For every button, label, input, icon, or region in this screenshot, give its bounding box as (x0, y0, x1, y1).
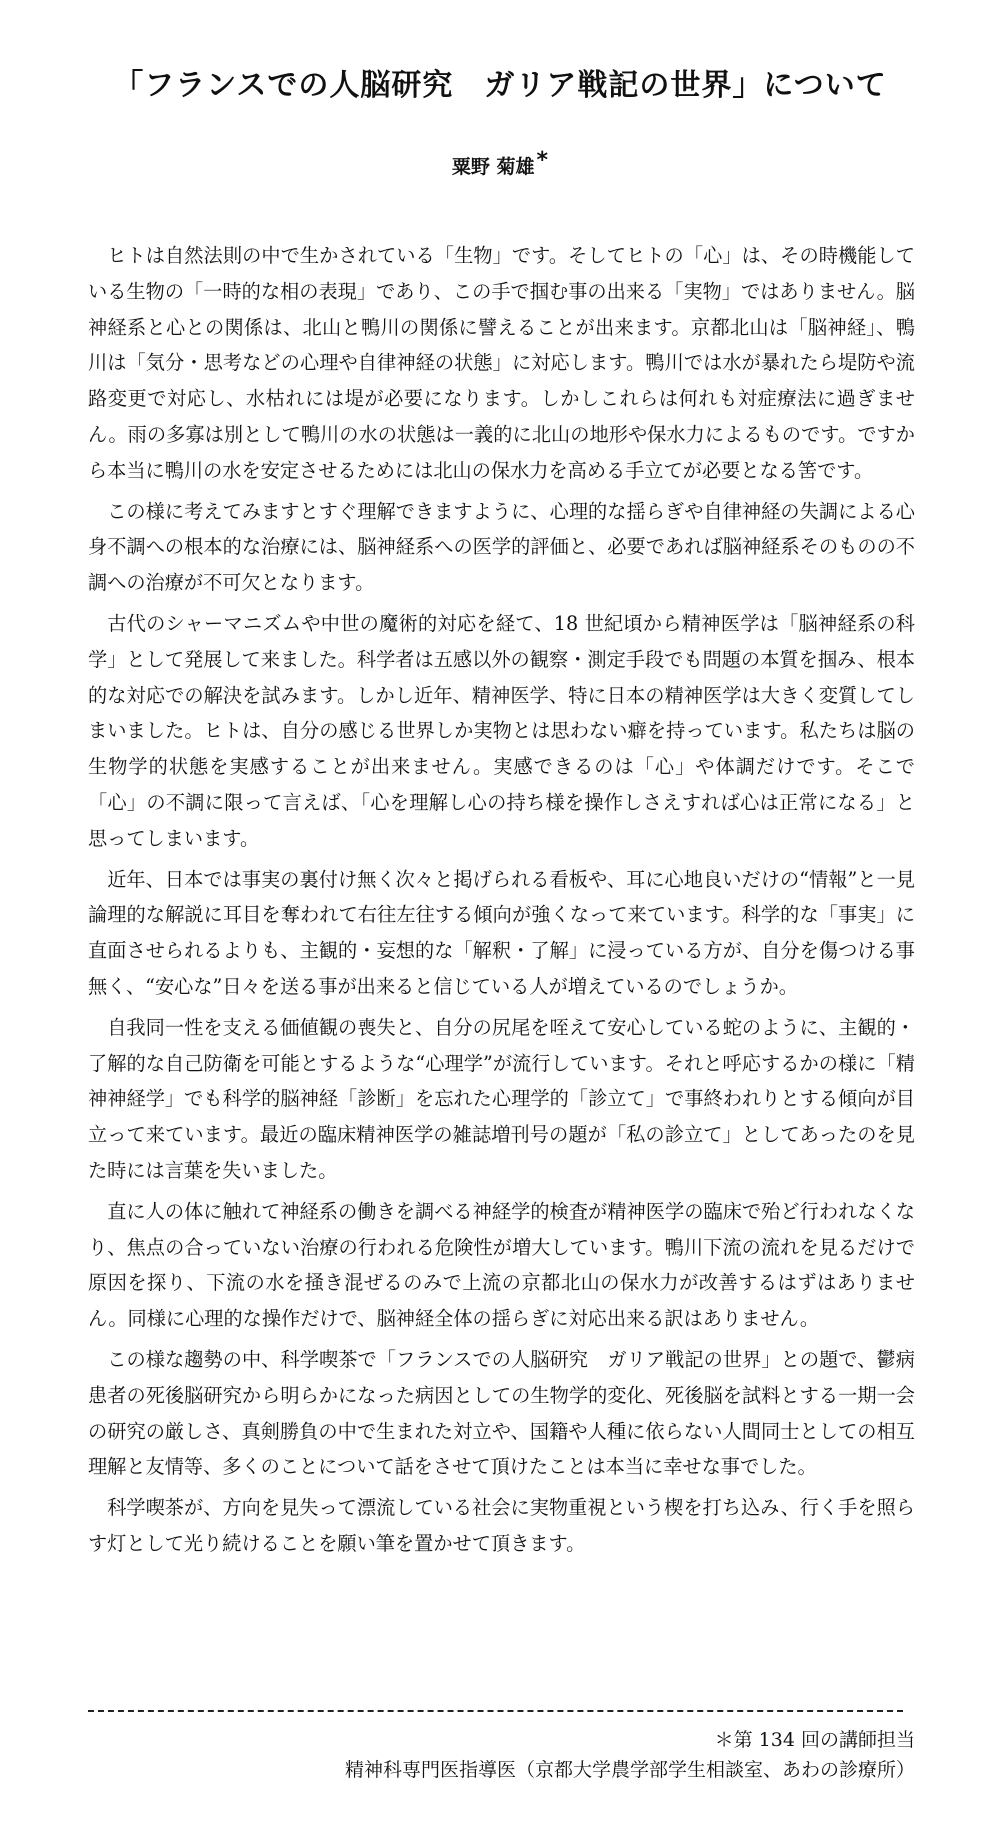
paragraph: 自我同一性を支える価値観の喪失と、自分の尻尾を咥えて安心している蛇のように、主観的・了解的な自己防衛を可能とするような“心理学”が流行しています。それと呼応するかの様に「精神神経学」でも科学的脳神経「診断」を忘れた心理学的「診立て」で事終われりとする傾向が目立って来ています。最近の臨床精神医学の雑誌増刊号の題が「私の診立て」としてあったのを見た時には言葉を失いました。 (88, 1015, 915, 1182)
paragraph: この様に考えてみますとすぐ理解できますように、心理的な揺らぎや自律神経の失調による心身不調への根本的な治療には、脳神経系への医学的評価と、必要であれば脳神経系そのものの不調への治療が不可欠となります。 (88, 499, 915, 595)
paragraph: この様な趨勢の中、科学喫茶で「フランスでの人脳研究 ガリア戦記の世界」との題で、鬱病患者の死後脳研究から明らかになった病因としての生物学的変化、死後脳を試料とする一期一会の研究の厳しさ、真剣勝負の中で生まれた対立や、国籍や人種に依らない人間同士としての相互理解と友情等、多くのことについて話をさせて頂けたことは本当に幸せな事でした。 (88, 1347, 915, 1479)
author-footnote-mark: * (536, 148, 549, 173)
footnote-affiliation: 精神科専門医指導医（京都大学農学部学生相談室、あわの診療所） (344, 1759, 915, 1781)
footnote (345, 1725, 915, 1785)
footnote-divider (88, 1710, 903, 1712)
paragraph: 科学喫茶が、方向を見失って漂流している社会に実物重視という楔を打ち込み、行く手を照らす灯として光り続けることを願い筆を置かせて頂きます。 (88, 1496, 915, 1555)
author-name: 粟野 菊雄 (451, 156, 535, 178)
paragraph: 古代のシャーマニズムや中世の魔術的対応を経て、18 世紀頃から精神医学は「脳神経系の科学」として発展して来ました。科学者は五感以外の観察・測定手段でも問題の本質を掴み、根本的な対応での解決を試みます。しかし近年、精神医学、特に日本の精神医学は大きく変質してしまいました。ヒトは、自分の感じる世界しか実物とは思わない癖を持っています。私たちは脳の生物学的状態を実感することが出来ません。実感できるのは「心」や体調だけです。そこで「心」の不調に限って言えば、「心を理解し心の持ち様を操作しさえすれば心は正常になる」と思ってしまいます。 (88, 611, 915, 850)
article-body (88, 238, 915, 1567)
paragraph: ヒトは自然法則の中で生かされている「生物」です。そしてヒトの「心」は、その時機能している生物の「一時的な相の表現」であり、この手で掴む事の出来る「実物」ではありません。脳神経系と心との関係は、北山と鴨川の関係に譬えることが出来ます。京都北山は「脳神経」、鴨川は「気分・思考などの心理や自律神経の状態」に対応します。鴨川では水が暴れたら堤防や流路変更で対応し、水枯れには堤が必要になります。しかしこれらは何れも対症療法に過ぎません。雨の多寡は別として鴨川の水の状態は一義的に北山の地形や保水力によるものです。ですから本当に鴨川の水を安定させるためには北山の保水力を高める手立てが必要となる筈です。 (88, 244, 915, 482)
footnote-speaker-note: ＊第 134 回の講師担当 (714, 1729, 915, 1751)
author-line (0, 148, 1000, 179)
document-title: 「フランスでの人脳研究 ガリア戦記の世界」について (113, 68, 887, 103)
paragraph: 直に人の体に触れて神経系の働きを調べる神経学的検査が精神医学の臨床で殆ど行われなくなり、焦点の合っていない治療の行われる危険性が増大しています。鴨川下流の流れを見るだけで原因を探り、下流の水を掻き混ぜるのみで上流の京都北山の保水力が改善するはずはありません。同様に心理的な操作だけで、脳神経全体の揺らぎに対応出来る訳はありません。 (88, 1199, 915, 1331)
paragraph: 近年、日本では事実の裏付け無く次々と掲げられる看板や、耳に心地良いだけの“情報”と一見論理的な解説に耳目を奪われて右往左往する傾向が強くなって来ています。科学的な「事実」に直面させられるよりも、主観的・妄想的な「解釈・了解」に浸っている方が、自分を傷つける事無く、“安心な”日々を送る事が出来ると信じている人が増えているのでしょうか。 (88, 867, 915, 998)
